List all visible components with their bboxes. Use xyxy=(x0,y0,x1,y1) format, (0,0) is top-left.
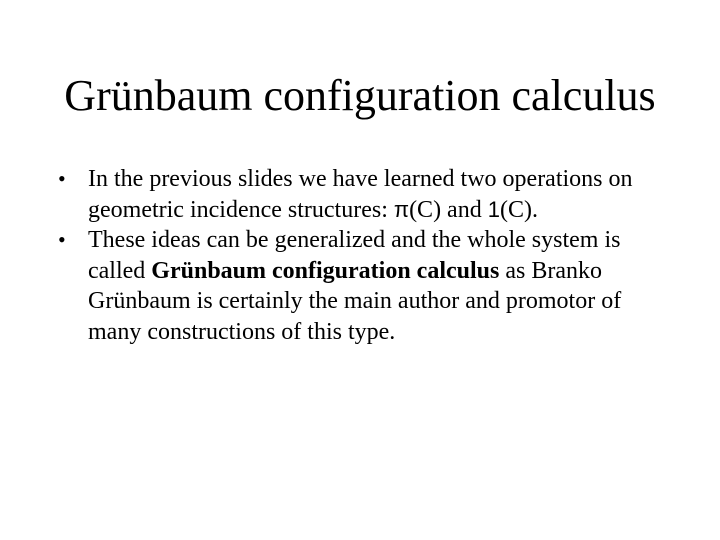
bullet-list xyxy=(58,164,658,347)
operations-text-start: In the previous slides we have learned two operations on geometric incidence structures: xyxy=(88,166,633,223)
one-symbol: 1 xyxy=(487,196,500,222)
calculus-name-emphasis: Grünbaum configuration calculus xyxy=(151,257,500,284)
bullet-item-generalization xyxy=(58,225,658,347)
bullet-dot-icon: • xyxy=(58,166,66,191)
bullet-text-generalization xyxy=(88,227,621,345)
pi-symbol: π xyxy=(393,196,410,222)
generalization-text-start: These ideas can be generalized and the whole system is called xyxy=(88,227,621,284)
operations-text-end: (C). xyxy=(499,196,538,223)
operations-text-middle: (C) and xyxy=(409,196,488,223)
bullet-text-operations xyxy=(88,166,633,223)
generalization-text-end: as Branko Grünbaum is certainly the main author and promotor of many constructions of this type. xyxy=(88,257,622,345)
bullet-item-operations xyxy=(58,164,658,225)
slide-title: Grünbaum configuration calculus xyxy=(64,71,656,120)
bullet-dot-icon: • xyxy=(58,227,66,252)
